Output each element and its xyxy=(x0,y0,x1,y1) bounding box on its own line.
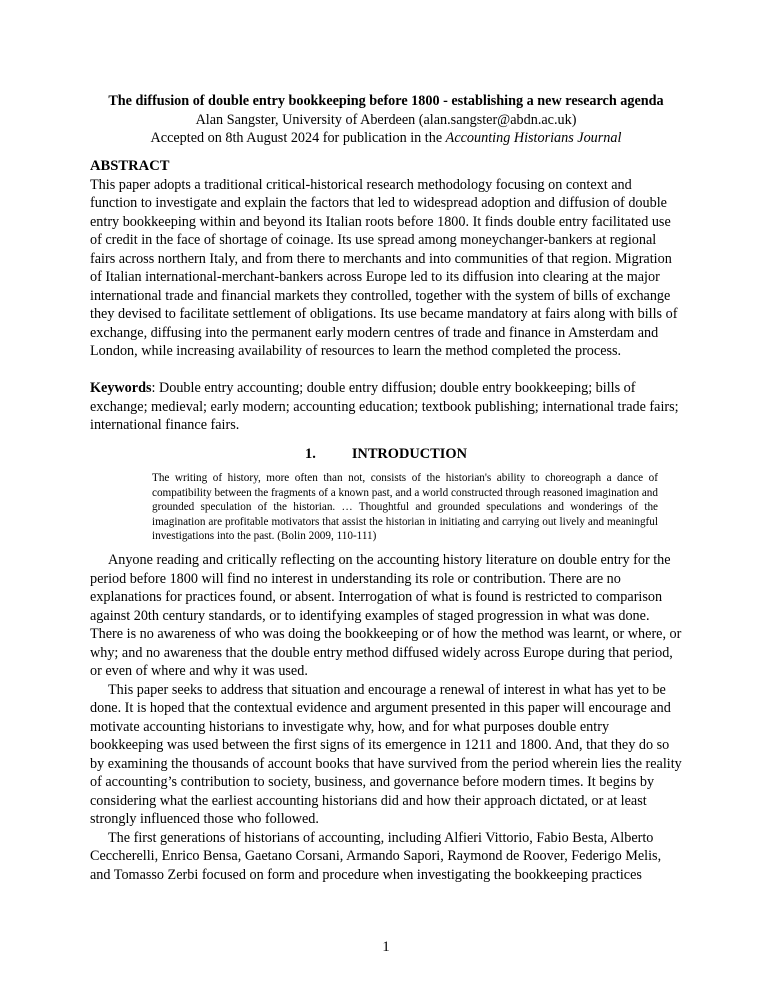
abstract-text: This paper adopts a traditional critical-historical research methodology focusing on context and function to investigate and explain the factors that led to widespread adoption and diffusion of double entry bookkeeping within and beyond its Italian roots before 1800. It finds double entry facilitated use of credit in the face of shortage of coinage. Its use spread among moneychanger-bankers at regional fairs across northern Italy, and from there to merchants and into communities of that region. Migration of Italian international-merchant-bankers across Europe led to its diffusion into clearing at the major international trade and financial markets they controlled, together with the system of bills of exchange they devised to facilitate settlement of obligations. Its use became mandatory at fairs along with bills of exchange, diffusing into the permanent early modern centres of trade and finance in Amsterdam and London, while increasing availability of resources to learn the method completed the process. xyxy=(90,176,678,359)
keywords-text: Double entry accounting; double entry diffusion; double entry bookkeeping; bills of exchange; medieval; early modern; accounting education; textbook publishing; international trade fairs; international finance fairs. xyxy=(90,380,679,433)
keywords-section xyxy=(90,379,682,435)
acceptance-text: Accepted on 8th August 2024 for publication in the xyxy=(150,130,446,146)
abstract-section xyxy=(90,157,682,361)
section-title: INTRODUCTION xyxy=(351,446,467,462)
acceptance-line xyxy=(90,129,682,148)
paper-header xyxy=(90,92,682,148)
journal-name: Accounting Historians Journal xyxy=(445,130,622,146)
abstract-heading: ABSTRACT xyxy=(90,158,170,174)
body-text xyxy=(90,551,682,884)
body-paragraph: This paper seeks to address that situation and encourage a renewal of interest in what has yet to be done. It is hoped that the contextual evidence and argument presented in this paper will encourage and motivate accounting historians to investigate why, how, and for what purposes double entry bookkeeping was used between the first signs of its emergence in 1211 and 1800. And, that they do so by examining the thousands of account books that have survived from the period wherein lies the reality of accounting’s contribution to society, business, and governance before modern times. It begins by considering what the earliest accounting historians did and how their approach dictated, or at least strongly influenced those who followed. xyxy=(90,681,682,827)
page-number: 1 xyxy=(382,939,390,955)
body-paragraph: Anyone reading and critically reflecting on the accounting history literature on double entry for the period before 1800 will find no interest in understanding its role or contribution. There are no explanations for practices found, or absent. Interrogation of what is found is restricted to comparison against 20th century standards, or to identifying examples of staged progression in what was done. There is no awareness of who was doing the bookkeeping or of how the method was learnt, or where, or why; and no awareness that the double entry method diffused widely across Europe during that period, or even of where and why it was used. xyxy=(90,552,682,679)
section-number: 1. xyxy=(305,446,316,462)
body-paragraph: The first generations of historians of accounting, including Alfieri Vittorio, Fabio Besta, Alberto Ceccherelli, Enrico Bensa, Gaetano Corsani, Armando Sapori, Raymond de Roover, Federigo Melis, and Tomasso Zerbi focused on form and procedure when investigating the bookkeeping practices xyxy=(90,829,662,883)
keywords-separator: : xyxy=(151,380,159,396)
keywords-label: Keywords xyxy=(90,380,152,396)
epigraph-quote: The writing of history, more often than not, consists of the historian's ability to choreograph a dance of compatibility between the fragments of a known past, and a world constructed through reasoned imagination and grounded speculation of the historian. … Thoughtful and grounded speculations and wonderings of the imagination are profitable motivators that assist the historian in initiating and carrying out lively and meaningful investigations into the past. (Bolin 2009, 110-111) xyxy=(152,472,658,543)
paper-title: The diffusion of double entry bookkeeping before 1800 - establishing a new research agenda xyxy=(108,93,664,109)
author-line: Alan Sangster, University of Aberdeen (alan.sangster@abdn.ac.uk) xyxy=(195,111,577,128)
section-heading xyxy=(90,446,682,463)
